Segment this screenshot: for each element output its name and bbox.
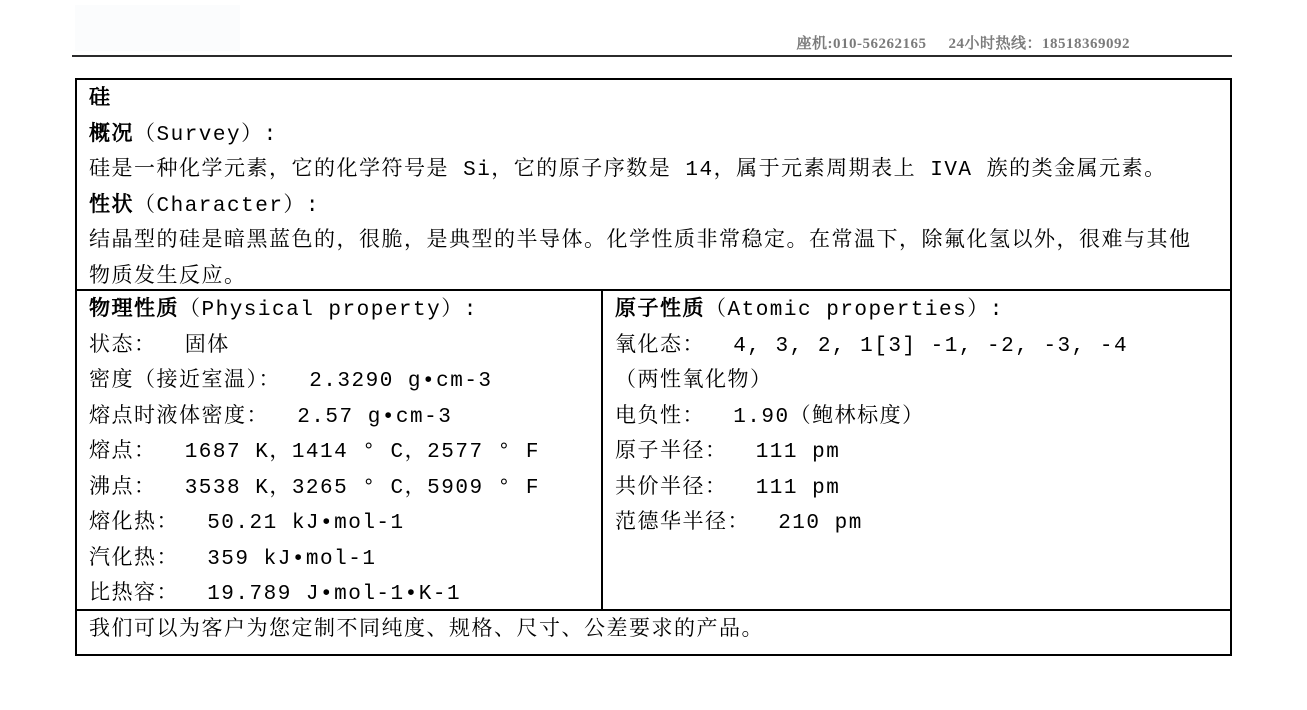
survey-text: 硅是一种化学元素，它的化学符号是 Si，它的原子序数是 14，属于元素周期表上 IVA 族的类金属元素。 <box>89 159 1167 182</box>
atomic-properties-cell <box>603 291 1230 609</box>
atomic-row-vdw-radius: 范德华半径： 210 pm <box>615 512 863 535</box>
character-label <box>89 189 1218 225</box>
element-title: 硅 <box>89 88 112 111</box>
character-label-en: （Character）: <box>134 194 321 218</box>
contact-info <box>796 32 1130 53</box>
physical-row-specific-heat: 比热容： 19.789 J•mol-1•K-1 <box>89 583 462 606</box>
intro-section <box>77 80 1230 291</box>
element-info-table <box>75 78 1232 656</box>
atomic-row-electronegativity: 电负性： 1.90（鲍林标度） <box>615 405 925 429</box>
custom-order-note-section <box>77 611 1230 654</box>
atomic-row-amphoteric-oxide: （两性氧化物） <box>615 370 773 393</box>
company-logo <box>75 5 240 51</box>
physical-row-state: 状态： 固体 <box>89 334 230 358</box>
physical-header-en: （Physical property）: <box>179 299 478 322</box>
character-label-zh: 性状 <box>89 194 134 218</box>
physical-row-liquid-density: 熔点时液体密度： 2.57 g•cm-3 <box>89 405 453 429</box>
hotline-number: 24小时热线：18518369092 <box>948 36 1130 52</box>
atomic-header-en: （Atomic properties）: <box>705 299 1004 322</box>
physical-row-melting-point: 熔点： 1687 K，1414 ° C，2577 ° F <box>89 441 540 464</box>
physical-header-zh: 物理性质 <box>89 299 179 322</box>
atomic-header <box>615 293 1218 329</box>
physical-row-density: 密度（接近室温）： 2.3290 g•cm-3 <box>89 370 493 393</box>
landline-number: 座机:010-56262165 <box>796 36 927 52</box>
survey-label-zh: 概况 <box>89 123 134 147</box>
physical-row-boiling-point: 沸点： 3538 K，3265 ° C，5909 ° F <box>89 476 540 500</box>
survey-label-en: （Survey）: <box>134 123 278 147</box>
atomic-header-zh: 原子性质 <box>615 299 705 322</box>
atomic-row-atomic-radius: 原子半径： 111 pm <box>615 441 841 464</box>
physical-row-heat-fusion: 熔化热： 50.21 kJ•mol-1 <box>89 512 405 535</box>
physical-properties-cell <box>77 291 603 609</box>
properties-section <box>77 291 1230 611</box>
physical-header <box>89 293 589 329</box>
character-text: 结晶型的硅是暗黑蓝色的，很脆，是典型的半导体。化学性质非常稳定。在常温下，除氟化氢以外，很难与其他物质发生反应。 <box>89 230 1192 289</box>
custom-order-note: 我们可以为客户为您定制不同纯度、规格、尺寸、公差要求的产品。 <box>89 619 764 642</box>
survey-label <box>89 118 1218 154</box>
header-divider <box>72 55 1232 57</box>
atomic-row-covalent-radius: 共价半径： 111 pm <box>615 476 841 500</box>
atomic-row-oxidation-states: 氧化态： 4, 3, 2, 1[3] -1, -2, -3, -4 <box>615 334 1129 358</box>
physical-row-heat-vaporization: 汽化热： 359 kJ•mol-1 <box>89 547 377 571</box>
